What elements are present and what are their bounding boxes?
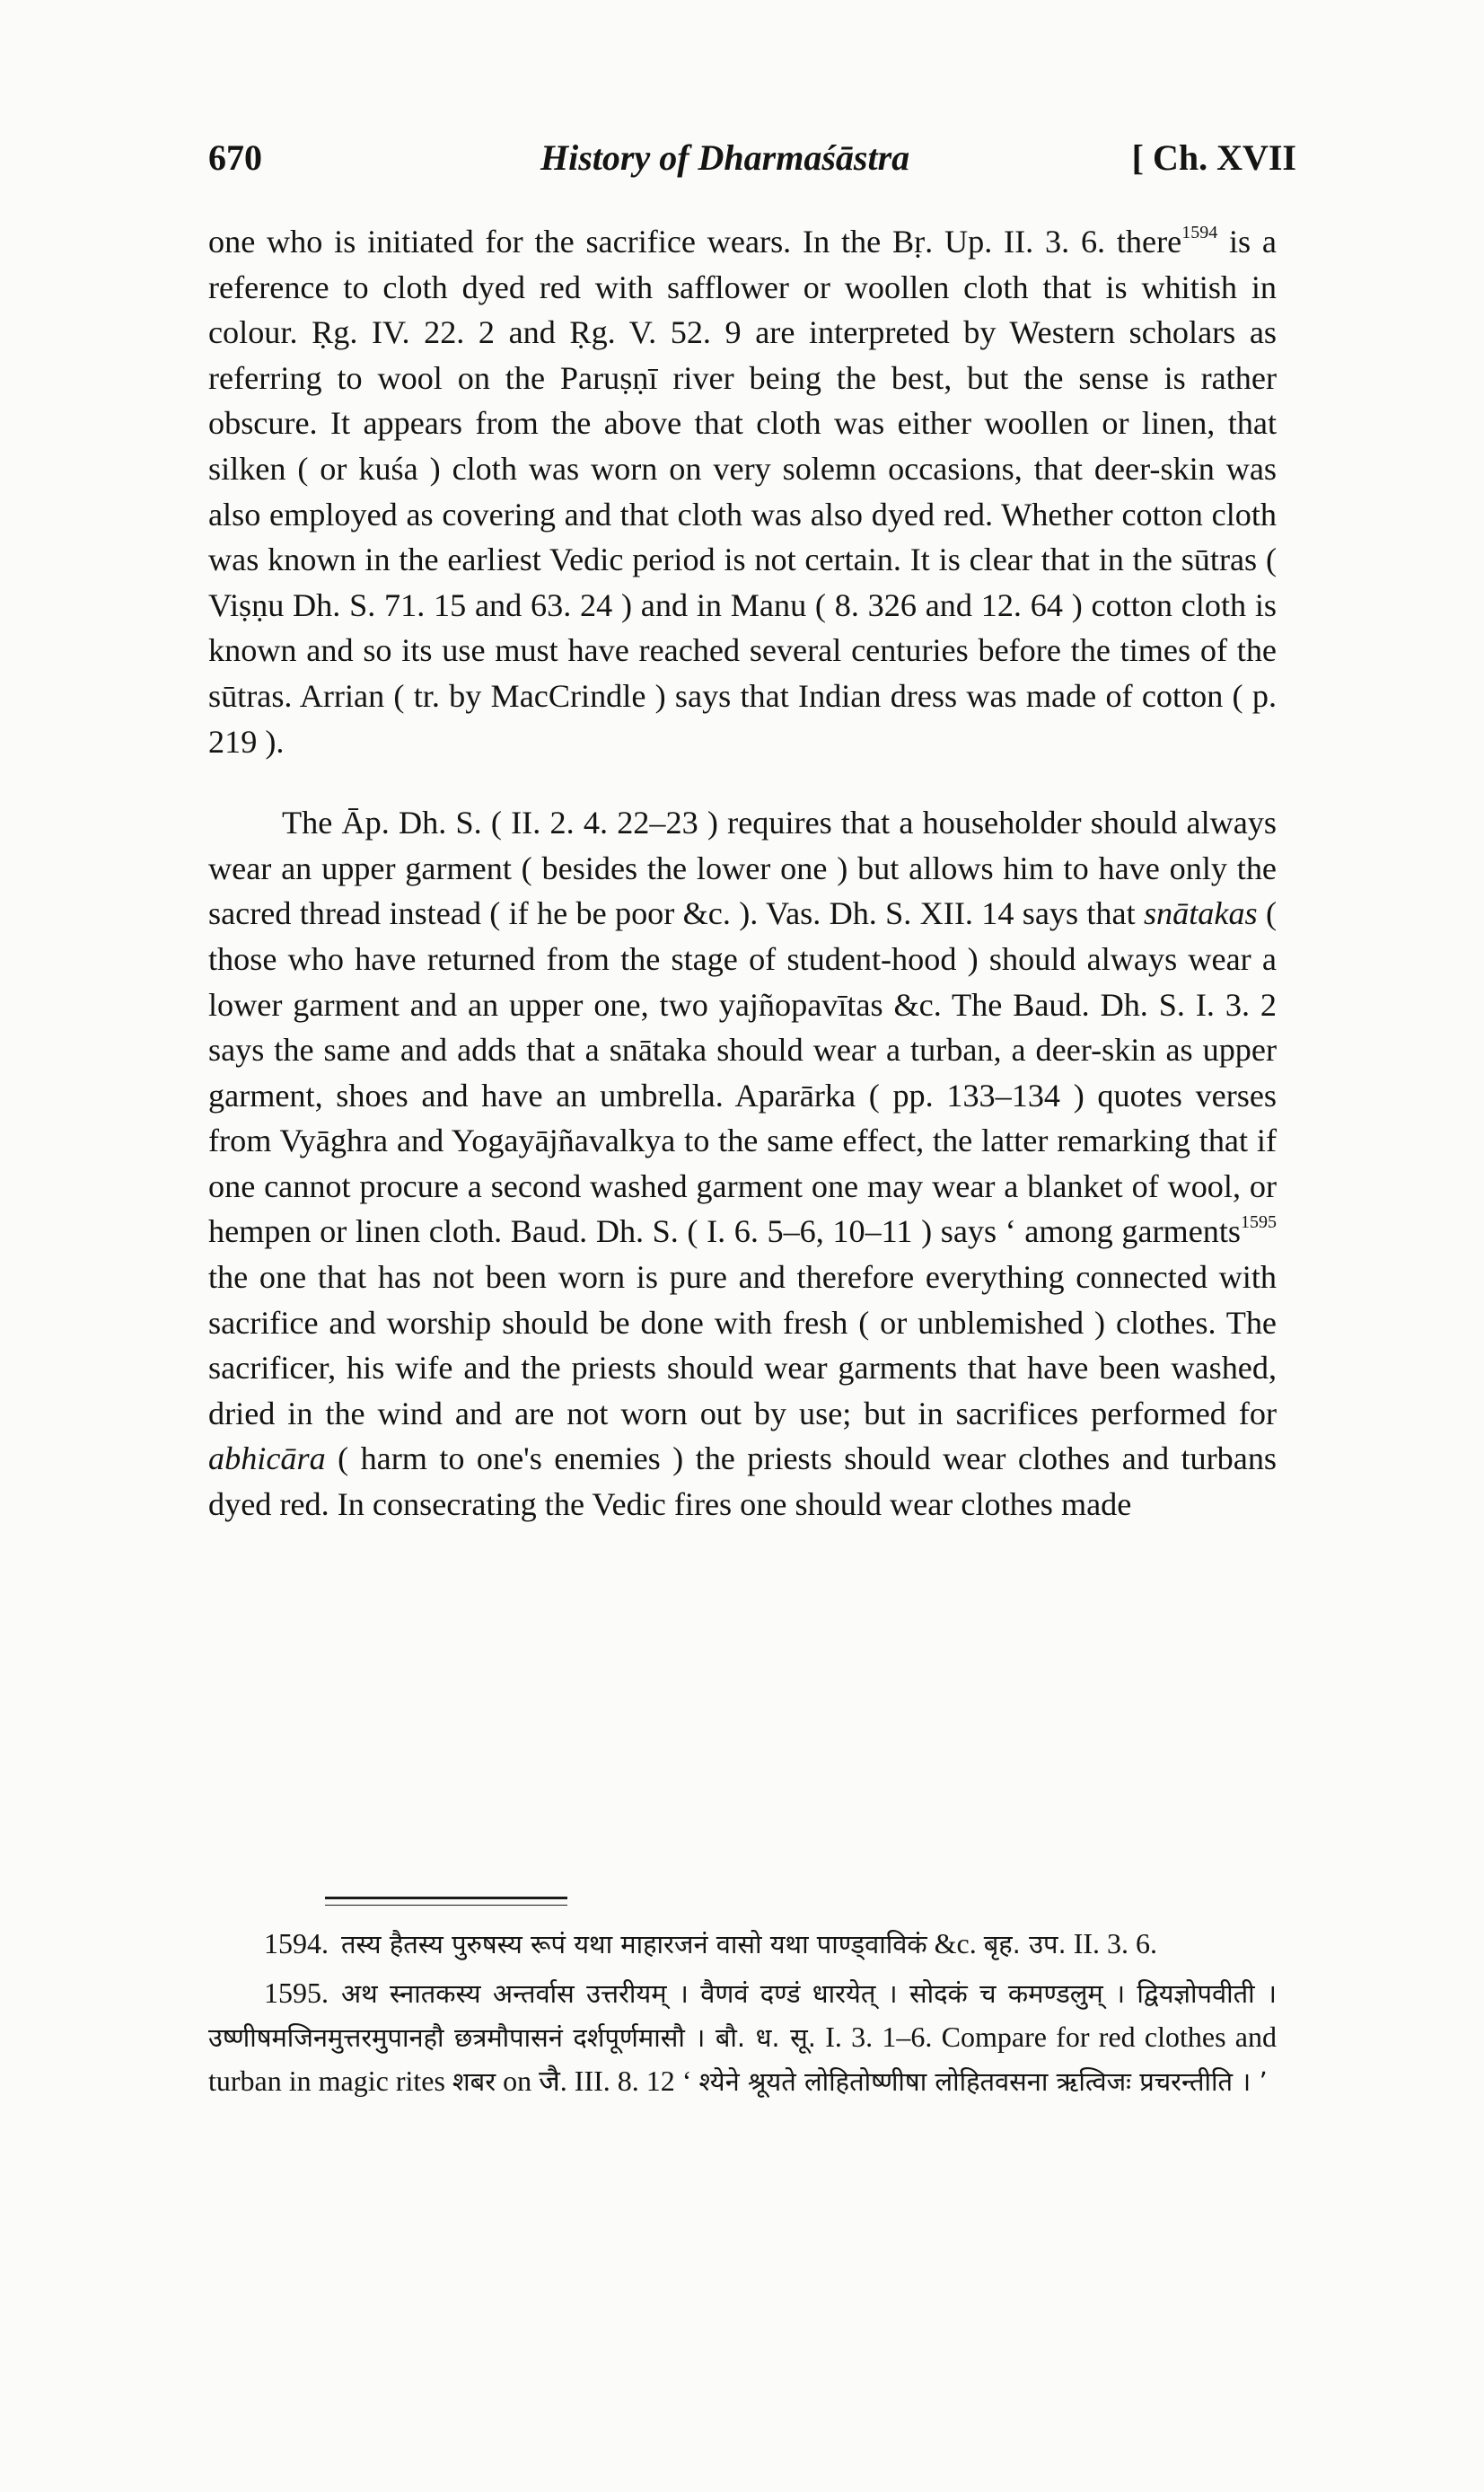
text-run: is a reference to cloth dyed red with safflower or woollen cloth that is whitish in colour. Ṛg. IV. 22. 2 and Ṛg. V. 52. 9 are interpreted by Western scholars as referring to wool on the Paruṣṇī river being the best, but the sense is rather obscure. It appears from the above that cloth was either woollen or linen, that silken ( or kuśa ) cloth was worn on very solemn occasions, that deer-skin was also employed as covering and that cloth was also dyed red. Whether cotton cloth was known in the earliest Vedic period is not certain. It is clear that in the sūtras ( Viṣṇu Dh. S. 71. 15 and 63. 24 ) and in Manu ( 8. 326 and 12. 64 ) cotton cloth is known and so its use must have reached several centuries before the times of the sūtras. Arrian ( tr. by MacCrindle ) says that Indian dress was made of cotton ( p. 219 ). [208, 224, 1277, 760]
paragraph [208, 219, 1277, 764]
footnote [208, 1971, 1277, 2103]
italic-term: abhicāra [208, 1440, 326, 1477]
footnotes [208, 1922, 1277, 2109]
sanskrit-quote: तस्य हैतस्य पुरुषस्य रूपं यथा माहारजनं वासो यथा पाण्ड्वाविकं [341, 1929, 927, 1959]
page-number: 670 [208, 137, 262, 178]
sanskrit-source: बृह. उप. [983, 1929, 1067, 1959]
sanskrit-quote: अथ स्नातकस्य अन्तर्वास उत्तरीयम् । वैणवं दण्डं धारयेत् । सोदकं च कमण्डलुम् । द्वियज्ञोपवीती । उष्णीषमजिनमुत्तरमुपानहौ छत्रमौपासनं दर्शपूर्णमासौ । बौ. ध. सू. [208, 1978, 1277, 2053]
text-run: one who is initiated for the sacrifice wears. In the Bṛ. Up. II. 3. 6. there [208, 224, 1182, 260]
footnote-number: 1594. [264, 1927, 329, 1959]
footnote-ref[interactable]: 1595 [1241, 1212, 1277, 1233]
footnote-divider [325, 1897, 567, 1899]
sanskrit-source: शबर [452, 2066, 496, 2097]
text-run: I. 3. 1–6. Compare for red clothes and turban in magic rites [208, 2021, 1278, 2097]
text-run: ( those who have returned from the stage of student-hood ) should always wear a lower garment and an upper one, two yajñopavītas &c. The Baud. Dh. S. I. 3. 2 says the same and adds that a snātaka should wear a turban, a deer-skin as upper garment, shoes and have an umbrella. Aparārka ( pp. 133–134 ) quotes verses from Vyāghra and Yogayājñavalkya to the same effect, the latter remarking that if one cannot procure a second washed garment one may wear a blanket of wool, or hempen or linen cloth. Baud. Dh. S. ( I. 6. 5–6, 10–11 ) says ‘ among garments [208, 895, 1277, 1250]
text-run: ( harm to one's enemies ) the priests should wear clothes and turbans dyed red. In consecrating the Vedic fires one should wear clothes made [208, 1440, 1277, 1523]
chapter-label: [ Ch. XVII [1131, 137, 1296, 178]
paragraph [208, 800, 1277, 1528]
sanskrit-quote: श्येने श्रूयते लोहितोष्णीषा लोहितवसना ऋत्विजः प्रचरन्तीति । ’ [698, 2066, 1268, 2097]
footnote-ref[interactable]: 1594 [1181, 223, 1218, 242]
footnote-number: 1595. [264, 1977, 329, 2009]
text-run: the one that has not been worn is pure and therefore everything connected with sacrifice and worship should be done with fresh ( or unblemished ) clothes. The sacrificer, his wife and the priests should wear garments that have been washed, dried in the wind and are not worn out by use; but in sacrifices performed for [208, 1259, 1277, 1431]
text-run: &c. [926, 1927, 984, 1959]
main-text [208, 219, 1277, 1528]
running-header [208, 136, 1304, 190]
text-run: The Āp. Dh. S. ( II. 2. 4. 22–23 ) requires that a householder should always wear an upper garment ( besides the lower one ) but allows him to have only the sacred thread instead ( if he be poor &c. ). Vas. Dh. S. XII. 14 says that [208, 805, 1277, 932]
italic-term: snātakas [1143, 895, 1258, 932]
running-title: History of Dharmaśāstra [540, 137, 910, 178]
text-run: on जै. III. 8. 12 ‘ [496, 2065, 699, 2097]
text-run: II. 3. 6. [1066, 1927, 1158, 1959]
footnote-divider-thin [325, 1905, 567, 1906]
footnote [208, 1922, 1277, 1966]
